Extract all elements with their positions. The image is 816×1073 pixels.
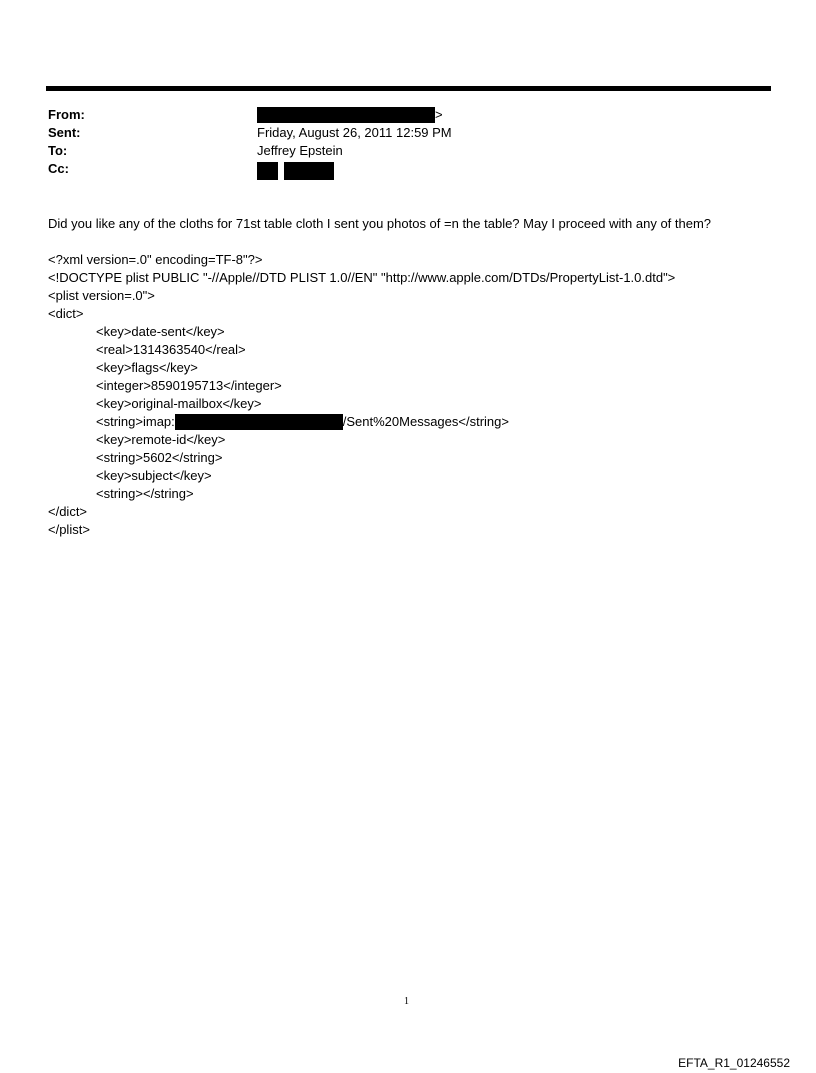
plist-line: <string></string> [96, 486, 194, 501]
from-suffix: > [435, 107, 443, 122]
plist-line: <?xml version=.0" encoding=TF-8"?> [48, 252, 263, 267]
plist-line: <dict> [48, 306, 84, 321]
document-id: EFTA_R1_01246552 [678, 1056, 790, 1070]
redaction-bar [175, 414, 343, 430]
plist-line: <real>1314363540</real> [96, 342, 246, 357]
plist-line: </plist> [48, 522, 90, 537]
plist-string-line [96, 413, 509, 431]
from-label: From: [48, 107, 85, 122]
plist-line: <!DOCTYPE plist PUBLIC "-//Apple//DTD PLIST 1.0//EN" "http://www.apple.com/DTDs/PropertyList-1.0.dtd"> [48, 270, 676, 285]
cc-value [257, 160, 334, 180]
sent-label: Sent: [48, 125, 81, 140]
plist-line: <key>flags</key> [96, 360, 198, 375]
redaction-bar [284, 162, 334, 180]
plist-line: <string>5602</string> [96, 450, 223, 465]
to-value: Jeffrey Epstein [257, 143, 343, 158]
sent-value: Friday, August 26, 2011 12:59 PM [257, 125, 452, 140]
redaction-bar [257, 162, 278, 180]
plist-line: <key>remote-id</key> [96, 432, 226, 447]
header-rule [46, 86, 771, 91]
plist-line: <key>original-mailbox</key> [96, 396, 262, 411]
redaction-bar [257, 107, 435, 123]
plist-line: <integer>8590195713</integer> [96, 378, 282, 393]
to-label: To: [48, 143, 68, 158]
plist-line: </dict> [48, 504, 88, 519]
plist-line: <plist version=.0"> [48, 288, 155, 303]
plist-line: <key>date-sent</key> [96, 324, 225, 339]
string-suffix: /Sent%20Messages</string> [342, 414, 509, 429]
page-number: 1 [404, 996, 409, 1007]
message-body: Did you like any of the cloths for 71st table cloth I sent you photos of =n the table? May I proceed with any of them? [48, 216, 712, 231]
string-prefix: <string>imap: [96, 414, 175, 429]
cc-label: Cc: [48, 161, 69, 176]
plist-line: <key>subject</key> [96, 468, 212, 483]
from-value [257, 106, 443, 124]
